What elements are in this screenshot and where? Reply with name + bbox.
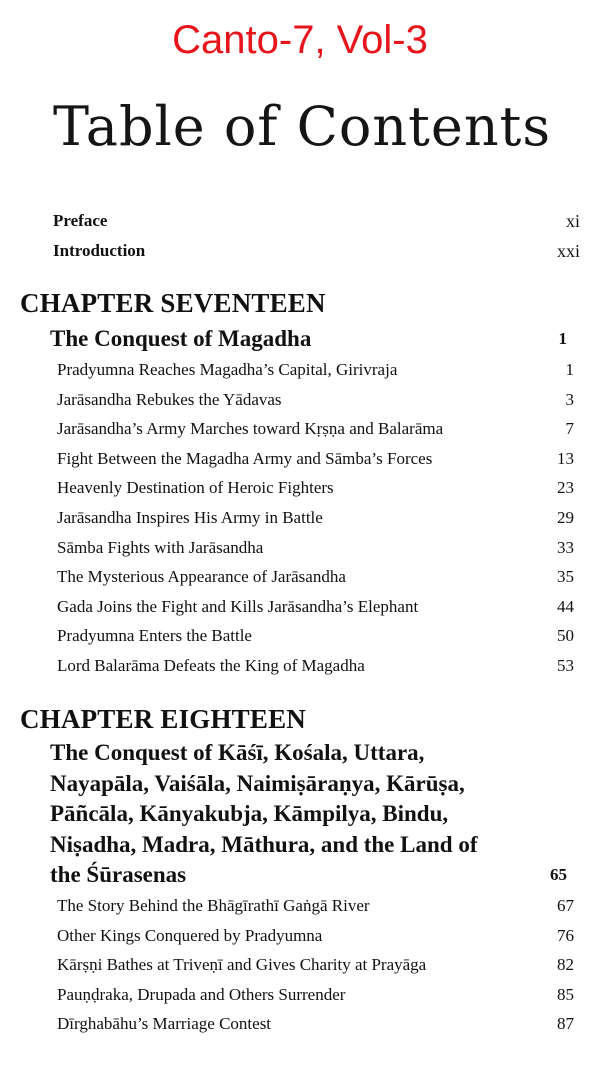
- toc-entry[interactable]: [57, 562, 574, 592]
- toc-entry-label: Introduction: [53, 241, 146, 260]
- toc-entry-page: 23: [557, 478, 574, 498]
- toc-entry-label: Other Kings Conquered by Pradyumna: [57, 925, 323, 945]
- toc-entry[interactable]: [57, 621, 574, 651]
- toc-entry-introduction[interactable]: [53, 237, 580, 265]
- toc-entry-label: Kārṣṇi Bathes at Triveṇī and Gives Charity at Prayāga: [57, 955, 427, 975]
- toc-entry-label: Jarāsandha’s Army Marches toward Kṛṣṇa and Balarāma: [57, 419, 444, 439]
- toc-entry-label: Pradyumna Enters the Battle: [57, 626, 252, 646]
- toc-entry-page: 85: [557, 984, 574, 1004]
- toc-entry-page: xxi: [556, 241, 580, 261]
- toc-entry-label: Sāmba Fights with Jarāsandha: [57, 537, 264, 557]
- toc-entry-label: Fight Between the Magadha Army and Sāmba’s Forces: [57, 448, 433, 468]
- toc-entry[interactable]: [57, 592, 574, 622]
- toc-entry-page: 44: [557, 596, 574, 616]
- toc-entry-page: 1: [565, 360, 574, 379]
- toc-entry[interactable]: [57, 385, 574, 415]
- toc-entry-label: Pradyumna Reaches Magadha’s Capital, Girivraja: [57, 360, 398, 379]
- chapter-seventeen-entries: [57, 355, 574, 681]
- toc-entry[interactable]: [57, 444, 574, 474]
- toc-entry-page: 87: [557, 1014, 574, 1034]
- toc-entry-page: 67: [557, 896, 574, 915]
- toc-entry[interactable]: [57, 473, 574, 503]
- toc-entry[interactable]: [57, 891, 574, 921]
- toc-entry-label: The Mysterious Appearance of Jarāsandha: [57, 567, 346, 587]
- toc-entry[interactable]: [57, 355, 574, 385]
- toc-entry-label: Heavenly Destination of Heroic Fighters: [57, 478, 334, 498]
- toc-entry-page: 7: [565, 419, 574, 439]
- chapter-title-line: the Śūrasenas: [50, 862, 187, 888]
- chapter-title-seventeen[interactable]: [50, 324, 580, 354]
- toc-entry-label: Dīrghabāhu’s Marriage Contest: [57, 1014, 272, 1034]
- toc-entry[interactable]: [57, 651, 574, 681]
- page-title: Table of Contents: [52, 95, 552, 158]
- chapter-title-line: Nayapāla, Vaiśāla, Naimiṣāraṇya, Kārūṣa,: [50, 770, 465, 796]
- chapter-title-page: 65: [550, 865, 567, 885]
- chapter-heading-eighteen: CHAPTER EIGHTEEN: [20, 704, 307, 734]
- toc-entry-page: 33: [557, 537, 574, 557]
- chapter-title-line: The Conquest of Kāśī, Kośala, Uttara,: [50, 740, 425, 765]
- chapter-title-line: Niṣadha, Madra, Māthura, and the Land of: [50, 831, 478, 857]
- toc-entry-page: 3: [565, 389, 574, 409]
- toc-entry-label: Jarāsandha Rebukes the Yādavas: [57, 389, 282, 409]
- toc-entry[interactable]: [57, 414, 574, 444]
- canto-volume-label: Canto-7, Vol-3: [172, 18, 428, 62]
- toc-entry-page: 82: [557, 955, 574, 975]
- toc-entry[interactable]: [57, 503, 574, 533]
- toc-entry-page: xi: [565, 211, 580, 231]
- toc-entry-label: The Story Behind the Bhāgīrathī Gaṅgā River: [57, 896, 370, 915]
- toc-entry-page: 29: [557, 507, 574, 527]
- toc-entry-label: Jarāsandha Inspires His Army in Battle: [57, 507, 323, 527]
- toc-entry[interactable]: [57, 1009, 574, 1039]
- toc-entry-page: 50: [557, 626, 574, 646]
- chapter-heading-seventeen: CHAPTER SEVENTEEN: [20, 288, 326, 318]
- toc-entry-label: Pauṇḍraka, Drupada and Others Surrender: [57, 984, 346, 1004]
- toc-entry-page: 13: [557, 448, 574, 468]
- chapter-title-line: Pāñcāla, Kānyakubja, Kāmpilya, Bindu,: [50, 801, 449, 827]
- chapter-eighteen-entries: [57, 891, 574, 1039]
- toc-entry-page: 35: [557, 567, 574, 587]
- chapter-title-page: 1: [558, 329, 567, 348]
- toc-entry-label: Preface: [53, 211, 108, 230]
- chapter-title-eighteen[interactable]: [50, 738, 580, 891]
- toc-entry-label: Gada Joins the Fight and Kills Jarāsandha’s Elephant: [57, 596, 419, 616]
- toc-entry-page: 53: [557, 655, 574, 675]
- toc-entry[interactable]: [57, 980, 574, 1010]
- toc-entry-label: Lord Balarāma Defeats the King of Magadha: [57, 655, 365, 675]
- toc-entry-page: 76: [557, 925, 574, 945]
- chapter-title-text: The Conquest of Magadha: [50, 326, 312, 351]
- toc-entry[interactable]: [57, 921, 574, 951]
- toc-entry[interactable]: [57, 533, 574, 563]
- toc-entry[interactable]: [57, 950, 574, 980]
- toc-entry-preface[interactable]: [53, 207, 580, 235]
